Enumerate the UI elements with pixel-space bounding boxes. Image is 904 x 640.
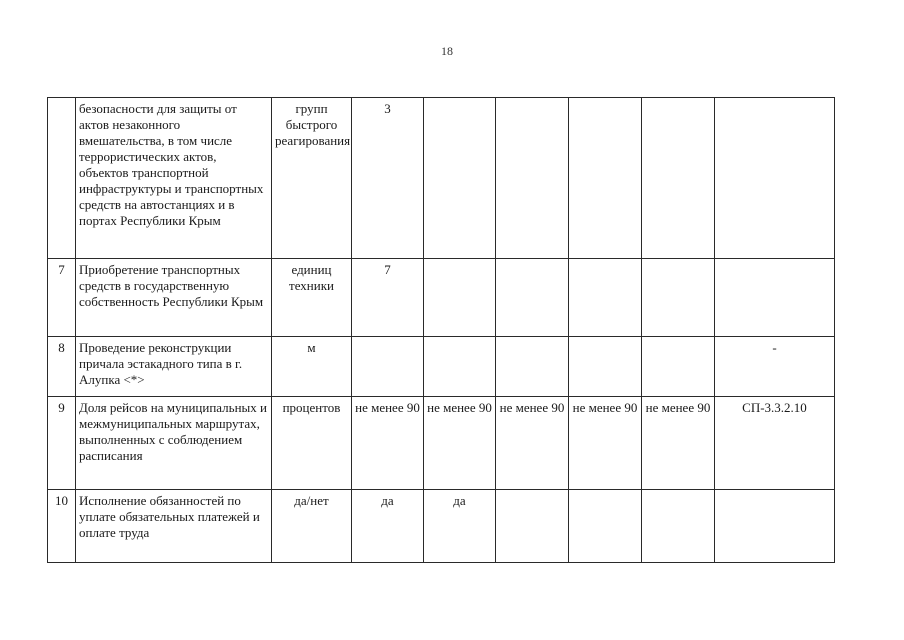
indicator-name: безопасности для защиты от актов незаконного вмешательства, в том числе террористических актов, объектов транспортной инфраструктуры и транспортных средств на автостанциях и в портах Республики Крым [76, 98, 272, 259]
value-cell: не менее 90 [352, 397, 424, 490]
unit-cell: да/нет [272, 490, 352, 563]
value-cell [715, 98, 835, 259]
indicators-table [47, 97, 835, 563]
value-cell [424, 337, 496, 397]
value-cell: не менее 90 [642, 397, 715, 490]
value-cell [496, 259, 569, 337]
table-row [48, 259, 835, 337]
unit-cell: групп быстрого реагирования [272, 98, 352, 259]
row-number: 9 [48, 397, 76, 490]
value-cell: не менее 90 [569, 397, 642, 490]
value-cell: 3 [352, 98, 424, 259]
indicator-name: Доля рейсов на муниципальных и межмуниципальных маршрутах, выполненных с соблюдением расписания [76, 397, 272, 490]
value-cell [569, 259, 642, 337]
row-number: 8 [48, 337, 76, 397]
value-cell: не менее 90 [496, 397, 569, 490]
value-cell [569, 490, 642, 563]
table-row [48, 337, 835, 397]
value-cell [424, 98, 496, 259]
table-row [48, 98, 835, 259]
value-cell [642, 490, 715, 563]
value-cell [424, 259, 496, 337]
value-cell [569, 337, 642, 397]
value-cell: СП-3.3.2.10 [715, 397, 835, 490]
indicator-name: Исполнение обязанностей по уплате обязательных платежей и оплате труда [76, 490, 272, 563]
value-cell [715, 259, 835, 337]
indicator-name: Проведение реконструкции причала эстакадного типа в г. Алупка <*> [76, 337, 272, 397]
table-row [48, 490, 835, 563]
value-cell [496, 490, 569, 563]
value-cell: да [352, 490, 424, 563]
page-number: 18 [441, 44, 453, 58]
table-row [48, 397, 835, 490]
value-cell: да [424, 490, 496, 563]
value-cell: - [715, 337, 835, 397]
value-cell [496, 98, 569, 259]
unit-cell: единиц техники [272, 259, 352, 337]
value-cell [642, 259, 715, 337]
value-cell [642, 98, 715, 259]
row-number [48, 98, 76, 259]
value-cell [352, 337, 424, 397]
value-cell: 7 [352, 259, 424, 337]
value-cell [642, 337, 715, 397]
value-cell [496, 337, 569, 397]
unit-cell: процентов [272, 397, 352, 490]
value-cell: не менее 90 [424, 397, 496, 490]
indicator-name: Приобретение транспортных средств в государственную собственность Республики Крым [76, 259, 272, 337]
value-cell [715, 490, 835, 563]
row-number: 10 [48, 490, 76, 563]
value-cell [569, 98, 642, 259]
row-number: 7 [48, 259, 76, 337]
unit-cell: м [272, 337, 352, 397]
